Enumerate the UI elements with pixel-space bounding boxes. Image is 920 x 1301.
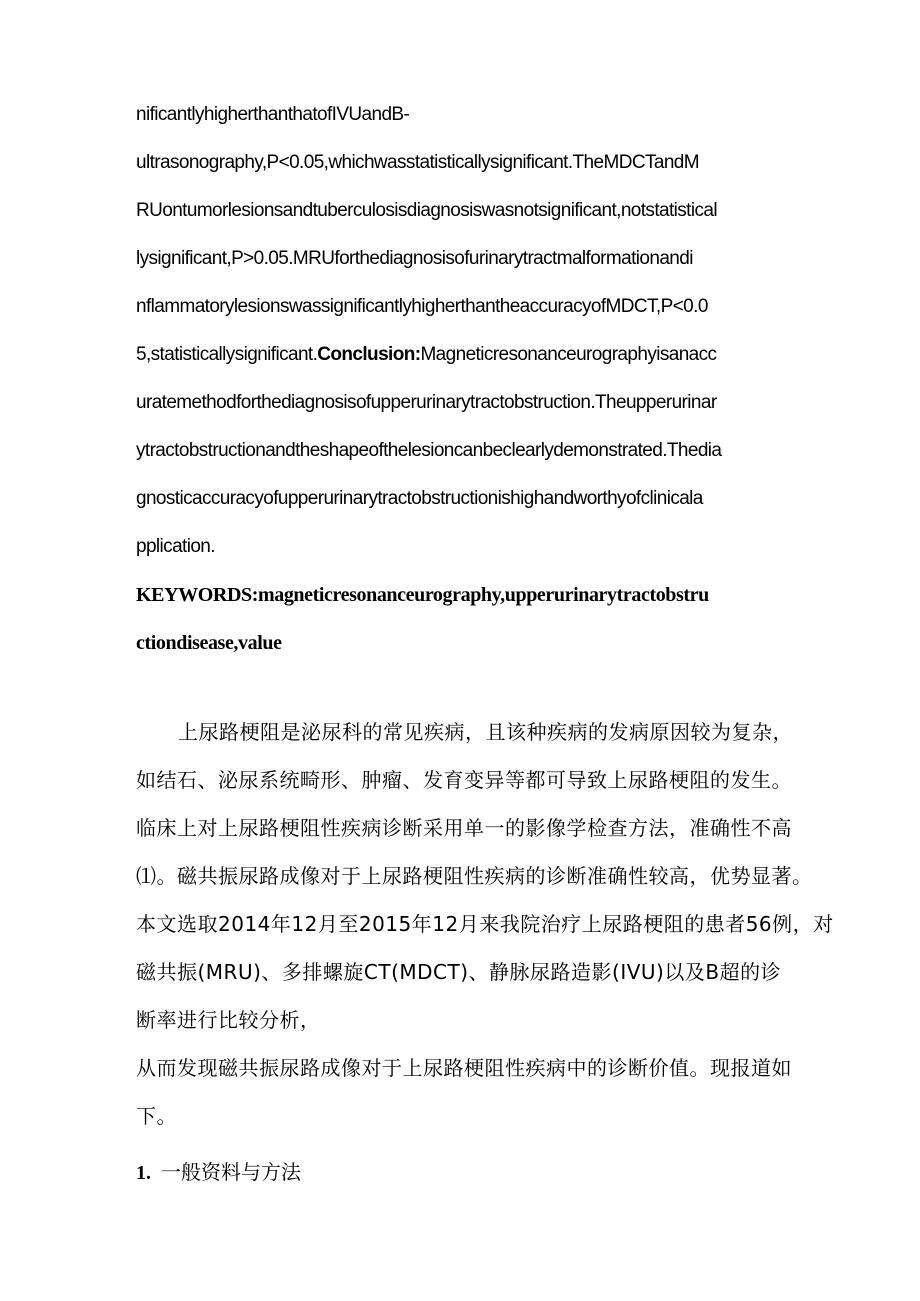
abstract-line-2: ultrasonography,P<0.05,whichwasstatisticallysignificant.TheMDCTandM (136, 152, 699, 173)
conclusion-label: Conclusion: (317, 344, 421, 365)
abstract-line-7: uratemethodforthediagnosisofupperurinarytractobstruction.Theupperurinar (136, 392, 717, 413)
abstract-line-9: gnosticaccuracyofupperurinarytractobstructionishighandworthyofclinicala (136, 488, 703, 509)
body-paragraph-line-2: 如结石、泌尿系统畸形、肿瘤、发育变异等都可导致上尿路梗阻的发生。 (136, 768, 792, 792)
section-title: 一般资料与方法 (161, 1160, 301, 1184)
keywords-line-1: KEYWORDS:magneticresonanceurography,upperurinarytractobstru (136, 584, 709, 606)
body-paragraph-line-3: 临床上对上尿路梗阻性疾病诊断采用单一的影像学检查方法，准确性不高 (136, 816, 792, 840)
body-paragraph-line-5: 本文选取2014年12月至2015年12月来我院治疗上尿路梗阻的患者56例，对 (136, 912, 834, 936)
keywords-line-2: ctiondisease,value (136, 632, 282, 654)
body-paragraph-line-9: 下。 (136, 1104, 177, 1128)
body-paragraph-line-1: 上尿路梗阻是泌尿科的常见疾病，且该种疾病的发病原因较为复杂， (178, 720, 793, 744)
abstract-line-4: lysignificant,P>0.05.MRUforthediagnosisofurinarytractmalformationandi (136, 248, 693, 269)
abstract-line-8: ytractobstructionandtheshapeofthelesioncanbeclearlydemonstrated.Thedia (136, 440, 722, 461)
section-heading (136, 1159, 301, 1186)
body-paragraph-line-7: 断率进行比较分析， (136, 1008, 321, 1032)
body-paragraph-line-6: 磁共振(MRU)、多排螺旋CT(MDCT)、静脉尿路造影(IVU)以及B超的诊 (136, 960, 782, 984)
abstract-line-10: pplication. (136, 536, 215, 557)
abstract-line-3: RUontumorlesionsandtuberculosisdiagnosiswasnotsignificant,notstatistical (136, 200, 717, 221)
section-number: 1. (136, 1162, 151, 1184)
abstract-line-5: nflammatorylesionswassignificantlyhigherthantheaccuracyofMDCT,P<0.0 (136, 296, 708, 317)
abstract-line-6-start: 5,statisticallysignificant. (136, 344, 318, 365)
abstract-line-6 (136, 342, 716, 368)
abstract-line-6-rest: Magneticresonanceurographyisanacc (420, 344, 717, 365)
body-paragraph-line-8: 从而发现磁共振尿路成像对于上尿路梗阻性疾病中的诊断价值。现报道如 (136, 1056, 792, 1080)
body-paragraph-line-4: ⑴。磁共振尿路成像对于上尿路梗阻性疾病的诊断准确性较高，优势显著。 (136, 864, 813, 888)
abstract-line-1: nificantlyhigherthanthatofIVUandB- (136, 104, 410, 125)
